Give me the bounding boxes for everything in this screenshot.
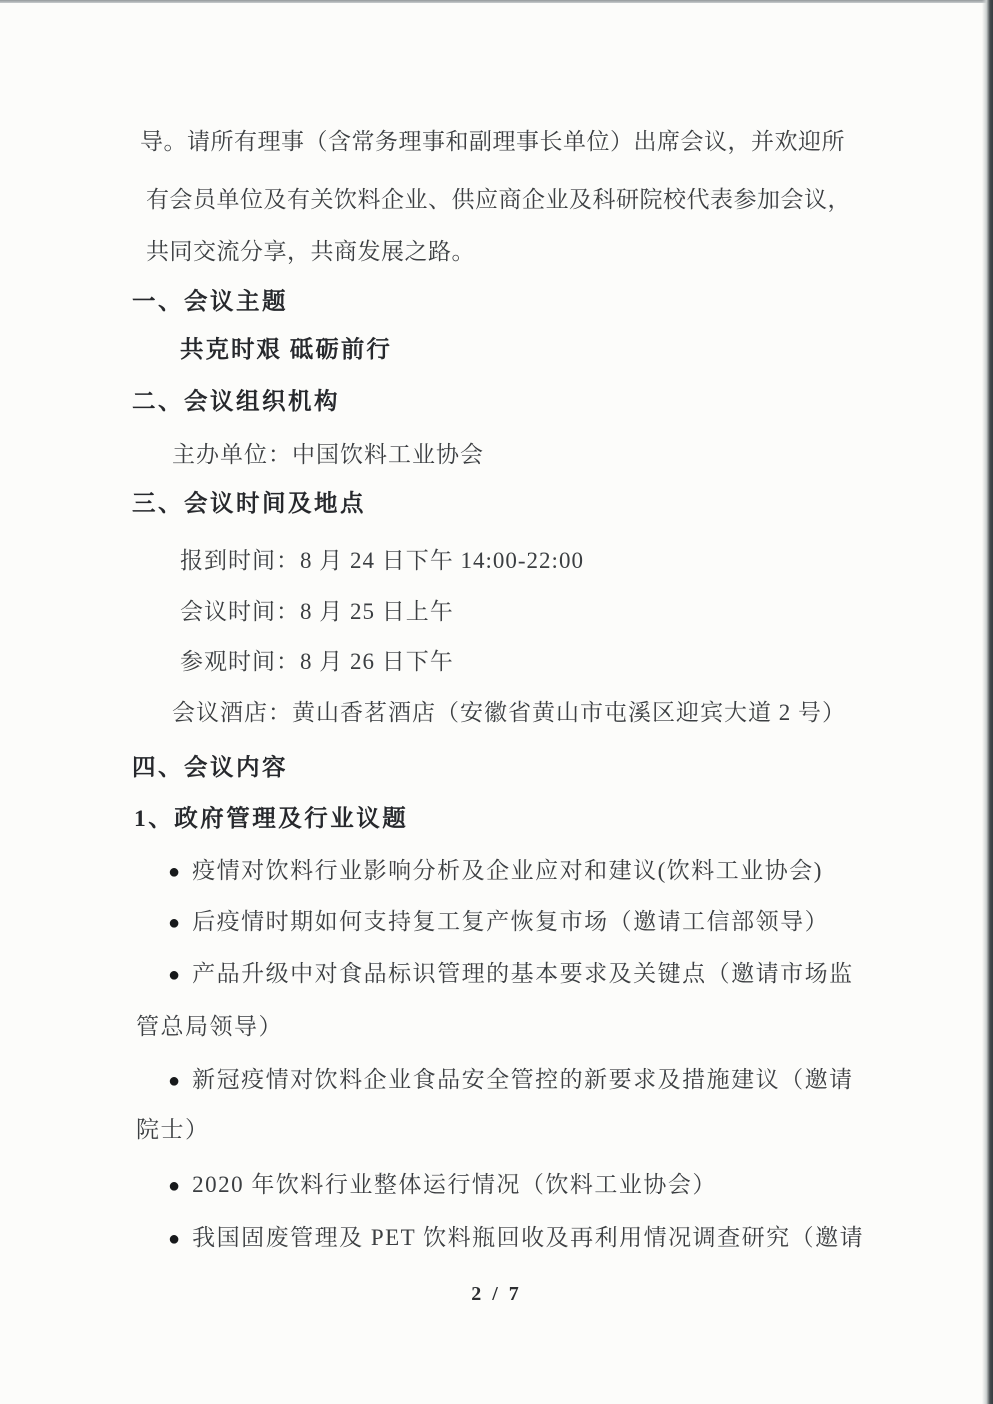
agenda-bullet-text: 产品升级中对食品标识管理的基本要求及关键点（邀请市场监	[192, 961, 854, 986]
agenda-bullet-item	[168, 1171, 717, 1200]
agenda-bullet-text: 后疫情时期如何支持复工复产恢复市场（邀请工信部领导）	[192, 909, 830, 934]
agenda-bullet-item	[168, 1066, 854, 1095]
bullet-icon: ●	[168, 1070, 181, 1093]
section-heading-theme: 一、会议主题	[132, 289, 288, 315]
section-heading-time-location: 三、会议时间及地点	[132, 491, 366, 517]
agenda-bullet-text: 新冠疫情对饮料企业食品安全管控的新要求及措施建议（邀请	[192, 1067, 854, 1092]
visit-time-line: 参观时间：8 月 26 日下午	[180, 649, 454, 674]
hotel-line: 会议酒店：黄山香茗酒店（安徽省黄山市屯溪区迎宾大道 2 号）	[172, 700, 846, 725]
agenda-bullet-item	[168, 908, 829, 937]
agenda-bullet-item	[168, 1224, 864, 1253]
bullet-icon: ●	[168, 1175, 181, 1198]
agenda-bullet-wrap-line: 管总局领导）	[136, 1014, 283, 1039]
bullet-icon: ●	[168, 1228, 181, 1251]
agenda-bullet-wrap-line: 院士）	[136, 1117, 210, 1142]
meeting-time-line: 会议时间：8 月 25 日上午	[180, 599, 454, 624]
section-heading-content: 四、会议内容	[132, 755, 288, 781]
checkin-time-line: 报到时间：8 月 24 日下午 14:00-22:00	[180, 548, 584, 573]
bullet-icon: ●	[168, 861, 181, 884]
agenda-bullet-item	[168, 960, 854, 989]
bullet-icon: ●	[168, 964, 181, 987]
agenda-bullet-text: 2020 年饮料行业整体运行情况（饮料工业协会）	[192, 1172, 717, 1197]
page-number: 2 / 7	[471, 1283, 522, 1305]
subsection-heading-gov-industry: 1、政府管理及行业议题	[134, 806, 409, 832]
section-heading-organizer: 二、会议组织机构	[132, 389, 340, 415]
agenda-bullet-text: 疫情对饮料行业影响分析及企业应对和建议(饮料工业协会)	[192, 858, 823, 883]
meeting-theme-text: 共克时艰 砥砺前行	[180, 337, 392, 363]
organizer-line: 主办单位：中国饮料工业协会	[172, 442, 484, 467]
agenda-bullet-item	[168, 857, 823, 886]
agenda-bullet-text: 我国固废管理及 PET 饮料瓶回收及再利用情况调查研究（邀请	[192, 1225, 865, 1250]
intro-line-3: 共同交流分享，共商发展之路。	[146, 239, 475, 264]
scan-artifact-top-edge	[0, 0, 993, 3]
intro-line-2: 有会员单位及有关饮料企业、供应商企业及科研院校代表参加会议，	[146, 187, 851, 212]
bullet-icon: ●	[168, 912, 181, 935]
scan-artifact-right-edge	[982, 0, 993, 1404]
intro-line-1: 导。请所有理事（含常务理事和副理事长单位）出席会议，并欢迎所	[140, 129, 845, 154]
